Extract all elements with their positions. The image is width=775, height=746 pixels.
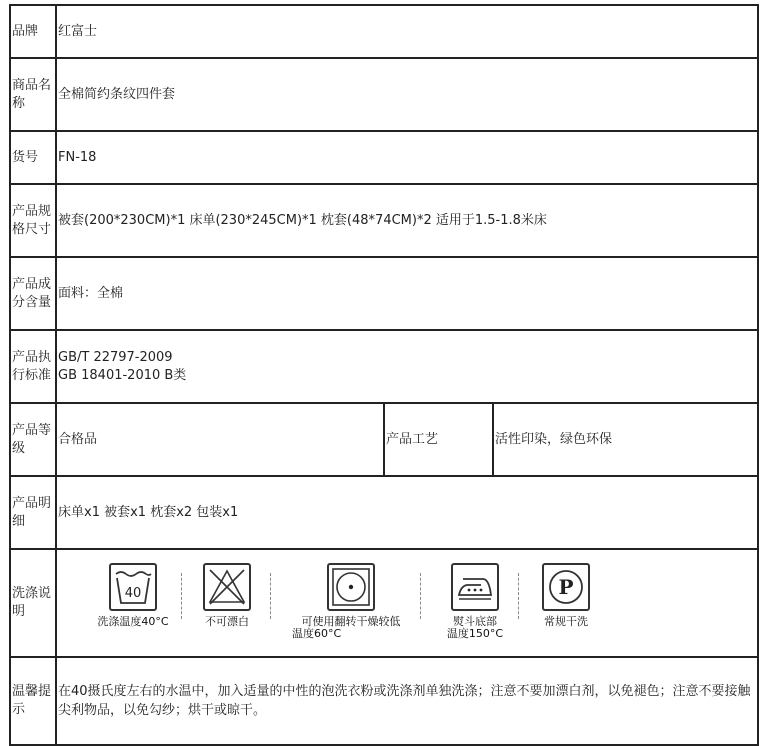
row-standard bbox=[10, 330, 758, 403]
row-wash bbox=[10, 549, 758, 657]
wash-40-icon bbox=[109, 563, 157, 611]
wash-label: 洗涤说明 bbox=[10, 549, 56, 657]
svg-text:P: P bbox=[558, 575, 574, 599]
composition-value: 面料：全棉 bbox=[56, 257, 758, 330]
row-sku bbox=[10, 131, 758, 184]
divider bbox=[420, 573, 421, 619]
detail-value: 床单x1 被套x1 枕套x2 包装x1 bbox=[56, 476, 758, 549]
divider bbox=[518, 573, 519, 619]
row-product-name bbox=[10, 58, 758, 131]
standard-label: 产品执行标准 bbox=[10, 330, 56, 403]
wash-item-1 bbox=[88, 563, 178, 628]
iron-150-icon bbox=[451, 563, 499, 611]
dry-clean-caption: 常规干洗 bbox=[544, 615, 588, 628]
row-brand bbox=[10, 5, 758, 58]
wash-item-3 bbox=[286, 563, 416, 640]
tumble-dry-low-icon bbox=[327, 563, 375, 611]
iron-caption: 熨斗底部 温度150°C bbox=[446, 615, 504, 640]
no-bleach-caption: 不可漂白 bbox=[205, 615, 249, 628]
product-name-label: 商品名称 bbox=[10, 58, 56, 131]
no-bleach-icon bbox=[203, 563, 251, 611]
wash-item-4 bbox=[430, 563, 520, 640]
row-composition bbox=[10, 257, 758, 330]
composition-label: 产品成分含量 bbox=[10, 257, 56, 330]
sku-value: FN-18 bbox=[56, 131, 758, 184]
row-detail bbox=[10, 476, 758, 549]
brand-label: 品牌 bbox=[10, 5, 56, 58]
wash-item-5 bbox=[526, 563, 606, 628]
divider bbox=[181, 573, 182, 619]
brand-value: 红富士 bbox=[56, 5, 758, 58]
standard-line-1: GB/T 22797-2009 bbox=[58, 349, 173, 365]
detail-label: 产品明细 bbox=[10, 476, 56, 549]
svg-text:40: 40 bbox=[124, 586, 142, 601]
standard-line-2: GB 18401-2010 B类 bbox=[58, 367, 187, 383]
wash-item-2 bbox=[192, 563, 262, 628]
spec-label: 产品规格尺寸 bbox=[10, 184, 56, 257]
wash-care-cell bbox=[56, 549, 758, 657]
divider bbox=[270, 573, 271, 619]
craft-value: 活性印染，绿色环保 bbox=[493, 403, 758, 476]
dry-clean-p-icon bbox=[542, 563, 590, 611]
tips-label: 温馨提示 bbox=[10, 657, 56, 745]
wash-40-caption: 洗涤温度40°C bbox=[97, 615, 169, 628]
spec-value: 被套(200*230CM)*1 床单(230*245CM)*1 枕套(48*74CM)*2 适用于1.5-1.8米床 bbox=[56, 184, 758, 257]
row-grade bbox=[10, 403, 758, 476]
product-name-value: 全棉简约条纹四件套 bbox=[56, 58, 758, 131]
tips-value: 在40摄氏度左右的水温中，加入适量的中性的泡洗衣粉或洗涤剂单独洗涤；注意不要加漂白剂，以免褪色；注意不要接触尖利物品，以免勾纱；烘干或晾干。 bbox=[56, 657, 758, 745]
tumble-dry-caption: 可使用翻转干燥较低 温度60°C bbox=[292, 615, 401, 640]
product-spec-sheet bbox=[9, 4, 757, 741]
row-tips bbox=[10, 657, 758, 745]
grade-label: 产品等级 bbox=[10, 403, 56, 476]
wash-care-icons bbox=[58, 551, 756, 655]
grade-value: 合格品 bbox=[56, 403, 384, 476]
sku-label: 货号 bbox=[10, 131, 56, 184]
craft-label: 产品工艺 bbox=[384, 403, 493, 476]
row-spec bbox=[10, 184, 758, 257]
spec-table bbox=[9, 4, 759, 746]
standard-value bbox=[56, 330, 758, 403]
